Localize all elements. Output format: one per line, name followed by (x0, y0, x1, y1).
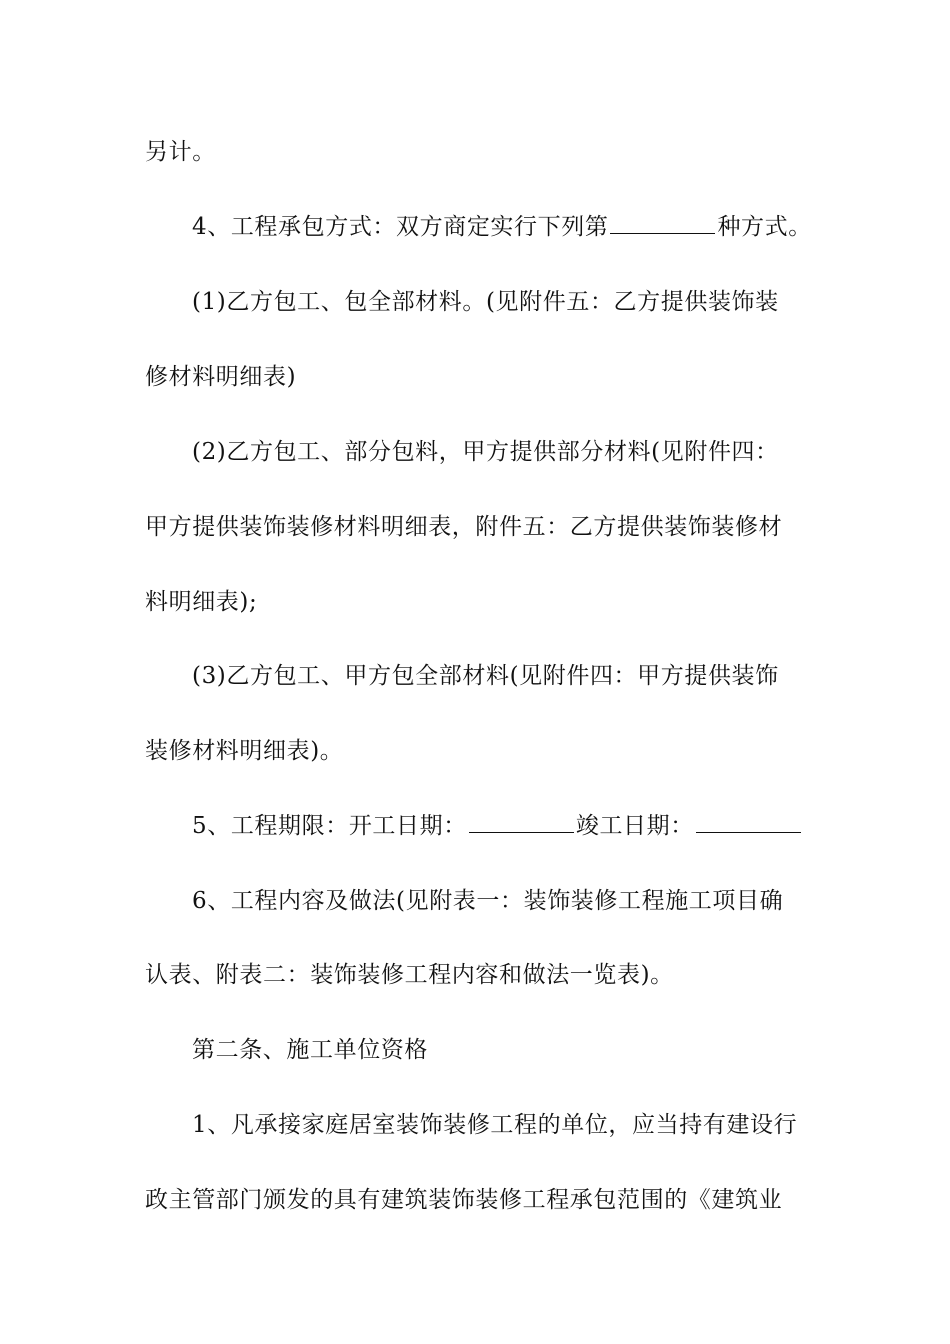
line-text: 竣工日期： (575, 813, 694, 839)
text-line-8 (192, 661, 857, 691)
text-line-3 (192, 287, 857, 317)
text-line-14 (192, 1110, 857, 1140)
line-text: 种方式。 (717, 214, 812, 240)
text-line-7 (145, 587, 810, 617)
text-line-6 (145, 512, 810, 542)
line-text: 料明细表); (145, 589, 258, 615)
text-line-5 (192, 437, 857, 467)
line-text: 5、工程期限：开工日期： (192, 813, 467, 839)
line-text: (3)乙方包工、甲方包全部材料(见附件四：甲方提供装饰 (192, 663, 779, 689)
section-heading-article-2 (192, 1035, 857, 1065)
line-text: (1)乙方包工、包全部材料。(见附件五：乙方提供装饰装 (192, 289, 779, 315)
text-line-10-project-period (192, 811, 857, 841)
line-text: 第二条、施工单位资格 (192, 1037, 428, 1063)
text-line-1 (145, 137, 810, 167)
line-text: (2)乙方包工、部分包料，甲方提供部分材料(见附件四： (192, 439, 779, 465)
text-line-15 (145, 1185, 810, 1215)
line-text: 另计。 (145, 139, 216, 165)
text-line-2-contract-mode (192, 212, 857, 242)
fill-in-blank-start-date[interactable] (469, 811, 574, 833)
fill-in-blank-mode[interactable] (610, 212, 715, 234)
line-text: 装修材料明细表)。 (145, 738, 344, 764)
text-line-4 (145, 362, 810, 392)
line-text: 政主管部门颁发的具有建筑装饰装修工程承包范围的《建筑业 (145, 1187, 783, 1213)
text-line-11 (192, 886, 857, 916)
line-text: 修材料明细表) (145, 364, 297, 390)
text-line-9 (145, 736, 810, 766)
line-text: 甲方提供装饰装修材料明细表，附件五：乙方提供装饰装修材 (145, 514, 783, 540)
line-text: 6、工程内容及做法(见附表一：装饰装修工程施工项目确 (192, 888, 784, 914)
fill-in-blank-completion-date[interactable] (696, 811, 801, 833)
line-text: 认表、附表二：装饰装修工程内容和做法一览表)。 (145, 962, 674, 988)
line-text: 1、凡承接家庭居室装饰装修工程的单位，应当持有建设行 (192, 1112, 798, 1138)
text-line-12 (145, 960, 810, 990)
line-text: 4、工程承包方式：双方商定实行下列第 (192, 214, 609, 240)
